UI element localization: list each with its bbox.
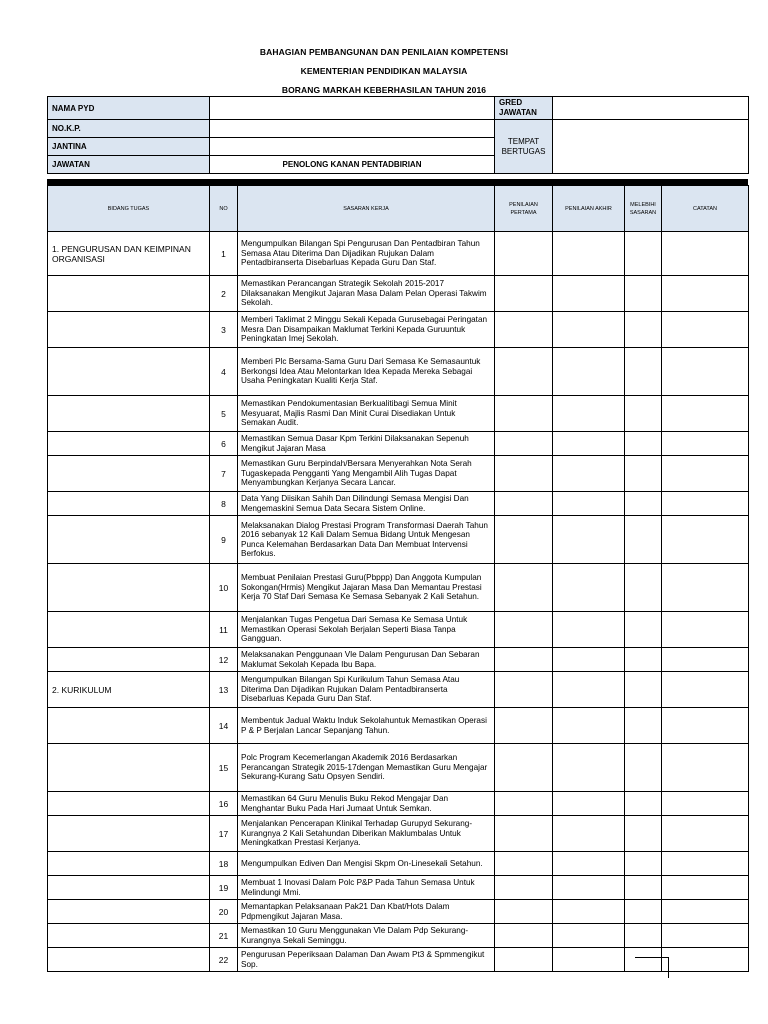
header-form-title: BORANG MARKAH KEBERHASILAN TAHUN 2016 xyxy=(281,85,487,95)
jawatan-value: PENOLONG KANAN PENTADBIRIAN xyxy=(210,156,495,174)
table-row xyxy=(48,708,749,744)
penilaian-pertama-cell[interactable] xyxy=(495,744,553,792)
penilaian-pertama-cell[interactable] xyxy=(495,232,553,276)
bidang-tugas-cell xyxy=(48,348,210,396)
catatan-cell[interactable] xyxy=(662,816,749,852)
penilaian-akhir-cell[interactable] xyxy=(553,876,625,900)
penilaian-pertama-cell[interactable] xyxy=(495,708,553,744)
catatan-cell[interactable] xyxy=(662,876,749,900)
penilaian-pertama-cell[interactable] xyxy=(495,900,553,924)
penilaian-pertama-cell[interactable] xyxy=(495,456,553,492)
bidang-tugas-cell xyxy=(48,900,210,924)
catatan-cell[interactable] xyxy=(662,348,749,396)
catatan-cell[interactable] xyxy=(662,232,749,276)
penilaian-akhir-cell[interactable] xyxy=(553,852,625,876)
penilaian-akhir-cell[interactable] xyxy=(553,432,625,456)
melebihi-sasaran-cell[interactable] xyxy=(625,948,662,972)
bidang-tugas-cell xyxy=(48,816,210,852)
bidang-tugas-cell xyxy=(48,924,210,948)
bidang-tugas-cell xyxy=(48,612,210,648)
nama-pyd-field[interactable] xyxy=(210,97,495,120)
bidang-tugas-cell xyxy=(48,708,210,744)
table-row xyxy=(48,792,749,816)
table-row xyxy=(48,744,749,792)
sasaran-kerja-text: Memantapkan Pelaksanaan Pak21 Dan Kbat/Hots Dalam Pdpmengikut Jajaran Masa. xyxy=(238,900,495,924)
sasaran-kerja-text: Membentuk Jadual Waktu Induk Sekolahuntuk Memastikan Operasi P & P Berjalan Lancar Sepanjang Tahun. xyxy=(238,708,495,744)
penilaian-pertama-cell[interactable] xyxy=(495,432,553,456)
col-catatan: CATATAN xyxy=(662,186,749,232)
catatan-cell[interactable] xyxy=(662,924,749,948)
penilaian-pertama-cell[interactable] xyxy=(495,948,553,972)
catatan-cell[interactable] xyxy=(662,708,749,744)
jawatan-label: JAWATAN xyxy=(48,156,210,174)
catatan-cell[interactable] xyxy=(662,648,749,672)
item-number: 6 xyxy=(210,432,238,456)
sasaran-kerja-text: Membuat 1 Inovasi Dalam Polc P&P Pada Tahun Semasa Untuk Melindungi Mmi. xyxy=(238,876,495,900)
bidang-tugas-cell xyxy=(48,456,210,492)
item-number: 19 xyxy=(210,876,238,900)
bidang-tugas-cell xyxy=(48,792,210,816)
catatan-cell[interactable] xyxy=(662,432,749,456)
sasaran-kerja-text: Menjalankan Tugas Pengetua Dari Semasa Ke Semasa Untuk Memastikan Operasi Sekolah Berjalan Seperti Biasa Tanpa Gangguan. xyxy=(238,612,495,648)
end-rule-2 xyxy=(668,957,669,978)
sasaran-kerja-text: Melaksanakan Penggunaan Vle Dalam Pengurusan Dan Sebaran Maklumat Sekolah Kepada Ibu Bapa. xyxy=(238,648,495,672)
end-rule-1 xyxy=(635,957,668,958)
penilaian-akhir-cell[interactable] xyxy=(553,816,625,852)
melebihi-sasaran-cell[interactable] xyxy=(625,432,662,456)
penilaian-akhir-cell[interactable] xyxy=(553,612,625,648)
penilaian-akhir-cell[interactable] xyxy=(553,792,625,816)
melebihi-sasaran-cell[interactable] xyxy=(625,744,662,792)
item-number: 7 xyxy=(210,456,238,492)
penilaian-pertama-cell[interactable] xyxy=(495,876,553,900)
info-table xyxy=(47,96,749,174)
catatan-cell[interactable] xyxy=(662,792,749,816)
melebihi-sasaran-cell[interactable] xyxy=(625,708,662,744)
bidang-tugas-cell xyxy=(48,432,210,456)
table-row xyxy=(48,492,749,516)
bidang-tugas-cell xyxy=(48,744,210,792)
sasaran-kerja-text: Memberi Taklimat 2 Minggu Sekali Kepada Gurusebagai Peringatan Mesra Dan Disampaikan Maklumat Terkini Kepada Guruuntuk Peningkatan Imej Sekolah. xyxy=(238,312,495,348)
sasaran-kerja-text: Pengurusan Peperiksaan Dalaman Dan Awam Pt3 & Spmmengikut Sop. xyxy=(238,948,495,972)
bidang-tugas-cell xyxy=(48,564,210,612)
table-row xyxy=(48,852,749,876)
table-row xyxy=(48,348,749,396)
penilaian-pertama-cell[interactable] xyxy=(495,396,553,432)
sasaran-kerja-text: Melaksanakan Dialog Prestasi Program Transformasi Daerah Tahun 2016 sebanyak 12 Kali Dalam Semua Bidang Untuk Mengesan Punca Kelemahan Berdasarkan Data Dan Membuat Intervensi Berfokus. xyxy=(238,516,495,564)
penilaian-pertama-cell[interactable] xyxy=(495,564,553,612)
melebihi-sasaran-cell[interactable] xyxy=(625,348,662,396)
sasaran-kerja-text: Mengumpulkan Ediven Dan Mengisi Skpm On-Linesekali Setahun. xyxy=(238,852,495,876)
bidang-tugas-cell xyxy=(48,312,210,348)
item-number: 20 xyxy=(210,900,238,924)
melebihi-sasaran-cell[interactable] xyxy=(625,312,662,348)
table-row xyxy=(48,312,749,348)
melebihi-sasaran-cell[interactable] xyxy=(625,900,662,924)
penilaian-pertama-cell[interactable] xyxy=(495,516,553,564)
col-no: NO xyxy=(210,186,238,232)
penilaian-akhir-cell[interactable] xyxy=(553,948,625,972)
bidang-tugas-cell xyxy=(48,492,210,516)
col-melebihi-sasaran: MELEBIHI SASARAN xyxy=(625,186,662,232)
item-number: 10 xyxy=(210,564,238,612)
catatan-cell[interactable] xyxy=(662,744,749,792)
penilaian-akhir-cell[interactable] xyxy=(553,232,625,276)
sasaran-kerja-text: Memberi Plc Bersama-Sama Guru Dari Semasa Ke Semasauntuk Berkongsi Idea Atau Melontarkan Idea Kepada Mereka Sebagai Usaha Peningkatan Kualiti Kerja Staf. xyxy=(238,348,495,396)
item-number: 14 xyxy=(210,708,238,744)
catatan-cell[interactable] xyxy=(662,516,749,564)
table-row xyxy=(48,672,749,708)
bidang-tugas-cell: 1. PENGURUSAN DAN KEIMPINAN ORGANISASI xyxy=(48,232,210,276)
bidang-tugas-cell xyxy=(48,648,210,672)
penilaian-akhir-cell[interactable] xyxy=(553,672,625,708)
penilaian-akhir-cell[interactable] xyxy=(553,456,625,492)
melebihi-sasaran-cell[interactable] xyxy=(625,792,662,816)
header-department: BAHAGIAN PEMBANGUNAN DAN PENILAIAN KOMPETENSI xyxy=(259,47,509,57)
table-row xyxy=(48,948,749,972)
catatan-cell[interactable] xyxy=(662,612,749,648)
penilaian-akhir-cell[interactable] xyxy=(553,516,625,564)
penilaian-pertama-cell[interactable] xyxy=(495,924,553,948)
melebihi-sasaran-cell[interactable] xyxy=(625,816,662,852)
penilaian-akhir-cell[interactable] xyxy=(553,744,625,792)
sasaran-kerja-text: Memastikan Semua Dasar Kpm Terkini Dilaksanakan Sepenuh Mengikut Jajaran Masa xyxy=(238,432,495,456)
melebihi-sasaran-cell[interactable] xyxy=(625,852,662,876)
melebihi-sasaran-cell[interactable] xyxy=(625,876,662,900)
catatan-cell[interactable] xyxy=(662,672,749,708)
sasaran-kerja-text: Polc Program Kecemerlangan Akademik 2016 Berdasarkan Perancangan Strategik 2015-17dengan Memastikan Guru Mengajar Sekurang-Kurang Satu Opsyen Sendiri. xyxy=(238,744,495,792)
penilaian-akhir-cell[interactable] xyxy=(553,564,625,612)
nokp-label: NO.K.P. xyxy=(48,120,210,138)
catatan-cell[interactable] xyxy=(662,852,749,876)
table-row xyxy=(48,564,749,612)
item-number: 12 xyxy=(210,648,238,672)
penilaian-pertama-cell[interactable] xyxy=(495,648,553,672)
bidang-tugas-cell xyxy=(48,276,210,312)
table-row xyxy=(48,432,749,456)
catatan-cell[interactable] xyxy=(662,948,749,972)
penilaian-pertama-cell[interactable] xyxy=(495,816,553,852)
item-number: 21 xyxy=(210,924,238,948)
penilaian-akhir-cell[interactable] xyxy=(553,708,625,744)
catatan-cell[interactable] xyxy=(662,312,749,348)
penilaian-pertama-cell[interactable] xyxy=(495,276,553,312)
catatan-cell[interactable] xyxy=(662,276,749,312)
sasaran-kerja-text: Memastikan Guru Berpindah/Bersara Menyerahkan Nota Serah Tugaskepada Pengganti Yang Mengambil Alih Tugas Dapat Menyambungkan Kerjanya Secara Lancar. xyxy=(238,456,495,492)
melebihi-sasaran-cell[interactable] xyxy=(625,924,662,948)
catatan-cell[interactable] xyxy=(662,396,749,432)
item-number: 11 xyxy=(210,612,238,648)
sasaran-kerja-text: Data Yang Diisikan Sahih Dan Dilindungi Semasa Mengisi Dan Mengemaskini Semua Data Secara Sistem Online. xyxy=(238,492,495,516)
sasaran-kerja-text: Memastikan Perancangan Strategik Sekolah 2015-2017 Dilaksanakan Mengikut Jajaran Masa Dalam Pelan Operasi Takwim Sekolah. xyxy=(238,276,495,312)
penilaian-akhir-cell[interactable] xyxy=(553,648,625,672)
sasaran-kerja-text: Membuat Penilaian Prestasi Guru(Pbppp) Dan Anggota Kumpulan Sokongan(Hrmis) Mengikut Jajaran Masa Dan Memantau Prestasi Kerja 70 Staf Dari Semasa Ke Semasa Sebanyak 2 Kali Setahun. xyxy=(238,564,495,612)
tempat-label: TEMPAT BERTUGAS xyxy=(495,120,553,174)
nama-pyd-label: NAMA PYD xyxy=(48,97,210,120)
sasaran-kerja-text: Memastikan Pendokumentasian Berkualitibagi Semua Minit Mesyuarat, Majlis Rasmi Dan Minit Curai Disediakan Untuk Semakan Audit. xyxy=(238,396,495,432)
bidang-tugas-cell: 2. KURIKULUM xyxy=(48,672,210,708)
assessment-table xyxy=(47,185,749,972)
table-row xyxy=(48,876,749,900)
melebihi-sasaran-cell[interactable] xyxy=(625,396,662,432)
item-number: 1 xyxy=(210,232,238,276)
bidang-tugas-cell xyxy=(48,396,210,432)
tempat-field[interactable] xyxy=(553,120,749,174)
table-row xyxy=(48,516,749,564)
sasaran-kerja-text: Menjalankan Pencerapan Klinikal Terhadap Gurupyd Sekurang-Kurangnya 2 Kali Setahundan Diberikan Maklumbalas Untuk Meningkatkan Prestasi Kerjanya. xyxy=(238,816,495,852)
col-sasaran-kerja: SASARAN KERJA xyxy=(238,186,495,232)
melebihi-sasaran-cell[interactable] xyxy=(625,516,662,564)
penilaian-akhir-cell[interactable] xyxy=(553,276,625,312)
sasaran-kerja-text: Memastikan 64 Guru Menulis Buku Rekod Mengajar Dan Menghantar Buku Pada Hari Jumaat Untuk Semkan. xyxy=(238,792,495,816)
catatan-cell[interactable] xyxy=(662,564,749,612)
bidang-tugas-cell xyxy=(48,516,210,564)
penilaian-pertama-cell[interactable] xyxy=(495,612,553,648)
melebihi-sasaran-cell[interactable] xyxy=(625,232,662,276)
nokp-field[interactable] xyxy=(210,120,495,138)
sasaran-kerja-text: Memastikan 10 Guru Menggunakan Vle Dalam Pdp Sekurang-Kurangnya Sekali Seminggu. xyxy=(238,924,495,948)
sasaran-kerja-text: Mengumpulkan Bilangan Spi Kurikulum Tahun Semasa Atau Diterima Dan Dijadikan Rujukan Dalam Pentadbiranserta Disebarluas Kepada Guru Dan Staf. xyxy=(238,672,495,708)
table-row xyxy=(48,396,749,432)
gred-label: GRED JAWATAN xyxy=(495,97,553,120)
penilaian-akhir-cell[interactable] xyxy=(553,312,625,348)
item-number: 9 xyxy=(210,516,238,564)
table-row xyxy=(48,924,749,948)
col-penilaian-akhir: PENILAIAN AKHIR xyxy=(553,186,625,232)
table-row xyxy=(48,456,749,492)
penilaian-pertama-cell[interactable] xyxy=(495,312,553,348)
melebihi-sasaran-cell[interactable] xyxy=(625,648,662,672)
item-number: 5 xyxy=(210,396,238,432)
table-row xyxy=(48,648,749,672)
gred-field[interactable] xyxy=(553,97,749,120)
melebihi-sasaran-cell[interactable] xyxy=(625,492,662,516)
catatan-cell[interactable] xyxy=(662,456,749,492)
sasaran-kerja-text: Mengumpulkan Bilangan Spi Pengurusan Dan Pentadbiran Tahun Semasa Atau Diterima Dan Dijadikan Rujukan Dalam Pentadbiranserta Disebarluas Kepada Guru Dan Staf. xyxy=(238,232,495,276)
penilaian-pertama-cell[interactable] xyxy=(495,492,553,516)
bidang-tugas-cell xyxy=(48,876,210,900)
penilaian-akhir-cell[interactable] xyxy=(553,396,625,432)
col-penilaian-pertama: PENILAIAN PERTAMA xyxy=(495,186,553,232)
penilaian-pertama-cell[interactable] xyxy=(495,792,553,816)
catatan-cell[interactable] xyxy=(662,492,749,516)
penilaian-akhir-cell[interactable] xyxy=(553,900,625,924)
item-number: 17 xyxy=(210,816,238,852)
melebihi-sasaran-cell[interactable] xyxy=(625,672,662,708)
penilaian-akhir-cell[interactable] xyxy=(553,492,625,516)
item-number: 2 xyxy=(210,276,238,312)
penilaian-pertama-cell[interactable] xyxy=(495,672,553,708)
col-bidang-tugas: BIDANG TUGAS xyxy=(48,186,210,232)
melebihi-sasaran-cell[interactable] xyxy=(625,456,662,492)
item-number: 15 xyxy=(210,744,238,792)
table-row xyxy=(48,612,749,648)
item-number: 3 xyxy=(210,312,238,348)
item-number: 8 xyxy=(210,492,238,516)
item-number: 13 xyxy=(210,672,238,708)
penilaian-akhir-cell[interactable] xyxy=(553,924,625,948)
penilaian-pertama-cell[interactable] xyxy=(495,852,553,876)
item-number: 22 xyxy=(210,948,238,972)
header-ministry: KEMENTERIAN PENDIDIKAN MALAYSIA xyxy=(300,66,468,76)
catatan-cell[interactable] xyxy=(662,900,749,924)
jantina-label: JANTINA xyxy=(48,138,210,156)
penilaian-pertama-cell[interactable] xyxy=(495,348,553,396)
melebihi-sasaran-cell[interactable] xyxy=(625,564,662,612)
table-row xyxy=(48,816,749,852)
item-number: 16 xyxy=(210,792,238,816)
bidang-tugas-cell xyxy=(48,948,210,972)
table-row xyxy=(48,900,749,924)
table-row xyxy=(48,232,749,276)
melebihi-sasaran-cell[interactable] xyxy=(625,612,662,648)
bidang-tugas-cell xyxy=(48,852,210,876)
table-row xyxy=(48,276,749,312)
melebihi-sasaran-cell[interactable] xyxy=(625,276,662,312)
penilaian-akhir-cell[interactable] xyxy=(553,348,625,396)
item-number: 4 xyxy=(210,348,238,396)
jantina-field[interactable] xyxy=(210,138,495,156)
item-number: 18 xyxy=(210,852,238,876)
